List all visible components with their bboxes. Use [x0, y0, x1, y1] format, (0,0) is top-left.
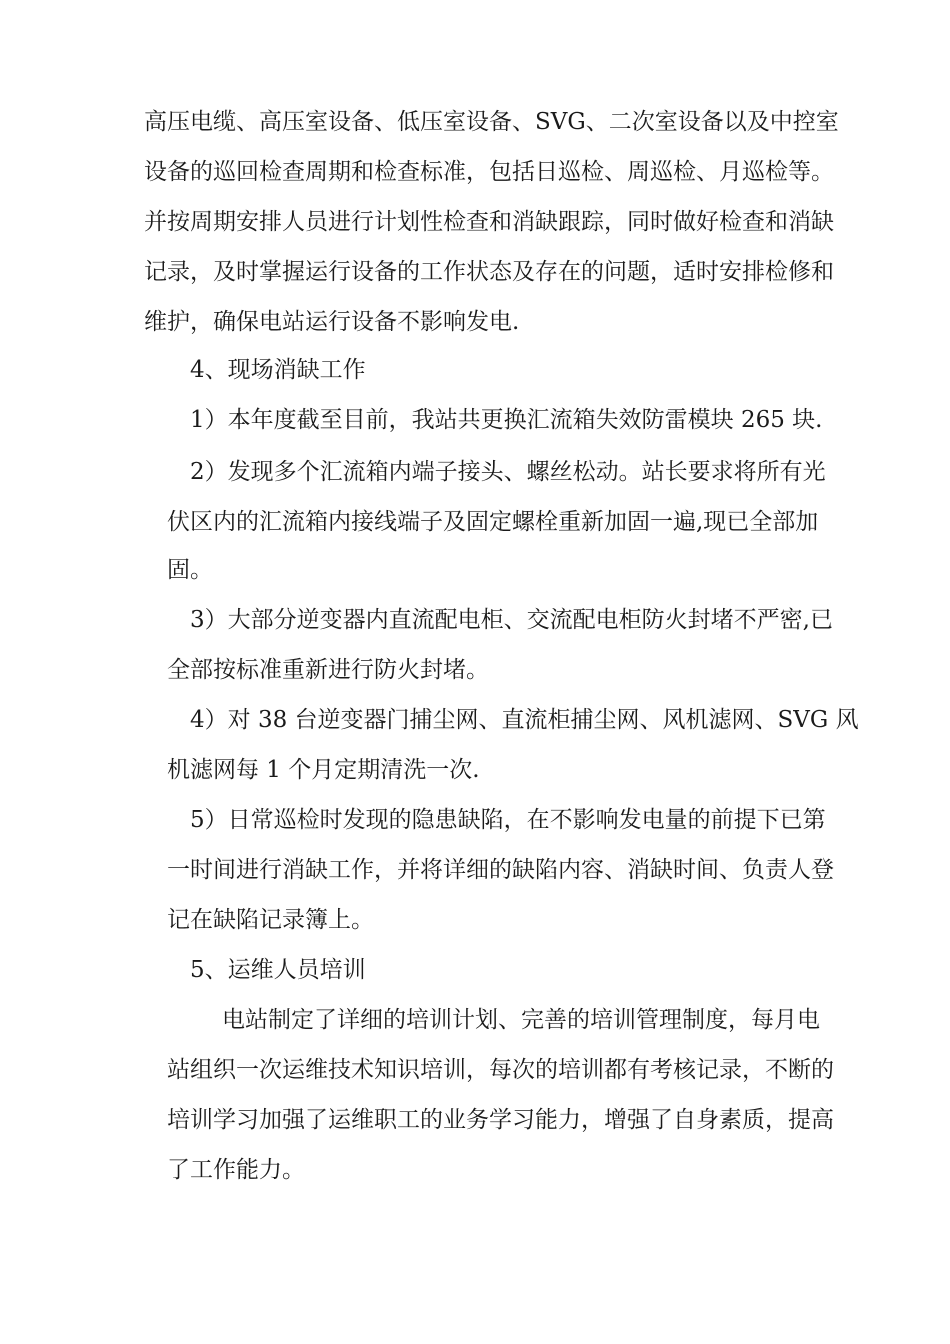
paragraph-line: 设备的巡回检查周期和检查标准，包括日巡检、周巡检、月巡检等。 — [144, 159, 834, 185]
list-item-line: 5）日常巡检时发现的隐患缺陷，在不影响发电量的前提下已第 — [190, 807, 826, 833]
list-item-line: 3）大部分逆变器内直流配电柜、交流配电柜防火封堵不严密,已 — [190, 607, 833, 633]
list-item-line: 1）本年度截至目前，我站共更换汇流箱失效防雷模块 265 块. — [190, 407, 823, 433]
list-item-line: 机滤网每 1 个月定期清洗一次. — [167, 757, 480, 783]
paragraph-line: 高压电缆、高压室设备、低压室设备、SVG、二次室设备以及中控室 — [144, 109, 839, 135]
list-item-line: 4）对 38 台逆变器门捕尘网、直流柜捕尘网、风机滤网、SVG 风 — [190, 707, 859, 733]
paragraph-line: 电站制定了详细的培训计划、完善的培训管理制度，每月电 — [222, 1007, 820, 1033]
list-item-line: 2）发现多个汇流箱内端子接头、螺丝松动。站长要求将所有光 — [190, 459, 826, 485]
section-heading: 5、运维人员培训 — [190, 957, 366, 983]
paragraph-line: 培训学习加强了运维职工的业务学习能力，增强了自身素质，提高 — [167, 1107, 834, 1133]
paragraph-line: 了工作能力。 — [167, 1157, 305, 1183]
list-item-line: 伏区内的汇流箱内接线端子及固定螺栓重新加固一遍,现已全部加 — [167, 509, 819, 535]
paragraph-line: 记录，及时掌握运行设备的工作状态及存在的问题，适时安排检修和 — [144, 259, 834, 285]
paragraph-line: 并按周期安排人员进行计划性检查和消缺跟踪，同时做好检查和消缺 — [144, 209, 834, 235]
paragraph-line: 站组织一次运维技术知识培训，每次的培训都有考核记录，不断的 — [167, 1057, 834, 1083]
list-item-line: 固。 — [167, 557, 213, 583]
section-heading: 4、现场消缺工作 — [190, 357, 366, 383]
list-item-line: 一时间进行消缺工作，并将详细的缺陷内容、消缺时间、负责人登 — [167, 857, 834, 883]
paragraph-line: 维护，确保电站运行设备不影响发电. — [144, 309, 520, 335]
list-item-line: 记在缺陷记录簿上。 — [167, 907, 374, 933]
list-item-line: 全部按标准重新进行防火封堵。 — [167, 657, 489, 683]
